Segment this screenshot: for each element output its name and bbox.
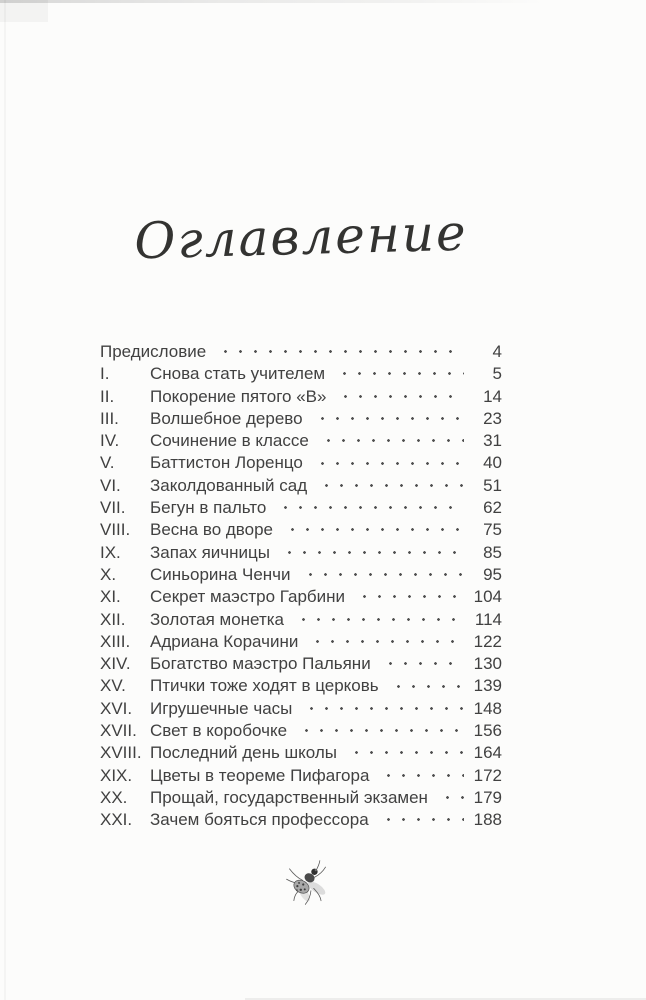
chapter-page-number: 4 bbox=[492, 342, 502, 361]
toc-entry bbox=[100, 519, 502, 541]
chapter-numeral: IX. bbox=[100, 542, 121, 562]
dot-leader bbox=[379, 765, 464, 787]
chapter-page-number: 104 bbox=[473, 587, 502, 607]
chapter-page-number: 156 bbox=[473, 721, 502, 741]
chapter-title: Синьорина Ченчи bbox=[150, 564, 291, 584]
toc-entry bbox=[100, 631, 502, 653]
dot-leader bbox=[294, 609, 464, 631]
toc-entry bbox=[100, 475, 502, 497]
toc-entry bbox=[100, 408, 502, 430]
toc-entry bbox=[100, 586, 502, 608]
chapter-title: Прощай, государственный экзамен bbox=[150, 787, 428, 807]
table-of-contents bbox=[100, 341, 502, 832]
dot-leader bbox=[319, 430, 464, 452]
chapter-title: Золотая монетка bbox=[150, 609, 284, 629]
chapter-title: Предисловие bbox=[100, 342, 207, 361]
chapter-page-number: 40 bbox=[483, 453, 502, 473]
toc-entry bbox=[100, 341, 502, 363]
chapter-page-number: 148 bbox=[473, 698, 502, 718]
chapter-numeral: I. bbox=[100, 364, 110, 384]
page-top-left-corner-shadow bbox=[0, 0, 48, 22]
chapter-numeral: XV. bbox=[100, 676, 126, 696]
chapter-title: Зачем бояться профессора bbox=[150, 810, 369, 830]
chapter-numeral: VII. bbox=[100, 498, 126, 518]
chapter-page-number: 23 bbox=[483, 408, 502, 428]
chapter-numeral: II. bbox=[100, 386, 115, 406]
toc-entry bbox=[100, 742, 502, 764]
chapter-title: Волшебное дерево bbox=[150, 408, 303, 428]
page-top-edge bbox=[0, 0, 545, 3]
toc-entry bbox=[100, 787, 502, 809]
toc-entry bbox=[100, 765, 502, 787]
chapter-title: Запах яичницы bbox=[150, 542, 271, 562]
toc-entry bbox=[100, 542, 502, 564]
chapter-title: Цветы в теореме Пифагора bbox=[150, 765, 370, 785]
dot-leader bbox=[313, 408, 464, 430]
dot-leader bbox=[280, 542, 464, 564]
toc-entry bbox=[100, 809, 502, 831]
chapter-numeral: XII. bbox=[100, 609, 126, 629]
chapter-page-number: 114 bbox=[474, 609, 502, 629]
chapter-numeral: VI. bbox=[100, 475, 121, 495]
chapter-page-number: 172 bbox=[473, 765, 502, 785]
chapter-title: Игрушечные часы bbox=[150, 698, 293, 718]
chapter-title: Бегун в пальто bbox=[150, 498, 267, 518]
fly-illustration bbox=[283, 856, 333, 908]
chapter-numeral: XIV. bbox=[100, 654, 131, 674]
dot-leader bbox=[381, 653, 464, 675]
chapter-page-number: 179 bbox=[473, 787, 502, 807]
chapter-numeral: XVIII. bbox=[100, 743, 142, 763]
dot-leader bbox=[347, 742, 464, 764]
dot-leader bbox=[389, 675, 464, 697]
chapter-page-number: 5 bbox=[492, 364, 502, 384]
chapter-page-number: 130 bbox=[473, 654, 502, 674]
dot-leader bbox=[313, 452, 464, 474]
chapter-page-number: 62 bbox=[483, 498, 502, 518]
chapter-page-number: 51 bbox=[483, 475, 502, 495]
chapter-numeral: V. bbox=[100, 453, 115, 473]
dot-leader bbox=[283, 519, 464, 541]
dot-leader bbox=[302, 698, 464, 720]
chapter-numeral: XI. bbox=[100, 587, 121, 607]
chapter-title: Адриана Корачини bbox=[150, 631, 299, 651]
dot-leader bbox=[336, 386, 464, 408]
chapter-title: Покорение пятого «В» bbox=[150, 386, 327, 406]
toc-entry bbox=[100, 609, 502, 631]
dot-leader bbox=[308, 631, 464, 653]
chapter-numeral: IV. bbox=[100, 431, 120, 451]
chapter-title: Снова стать учителем bbox=[150, 364, 326, 384]
chapter-title: Последний день школы bbox=[150, 743, 338, 763]
page-left-edge bbox=[4, 0, 6, 1000]
chapter-numeral: XIX. bbox=[100, 765, 133, 785]
toc-entry bbox=[100, 653, 502, 675]
chapter-title: Свет в коробочке bbox=[150, 721, 288, 741]
dot-leader bbox=[301, 564, 464, 586]
chapter-title: Сочинение в классе bbox=[150, 431, 309, 451]
toc-entry bbox=[100, 430, 502, 452]
chapter-numeral: XVII. bbox=[100, 721, 137, 741]
toc-entry bbox=[100, 452, 502, 474]
dot-leader bbox=[297, 720, 464, 742]
chapter-numeral: XXI. bbox=[100, 810, 133, 830]
chapter-page-number: 139 bbox=[473, 676, 502, 696]
chapter-page-number: 188 bbox=[473, 810, 502, 830]
chapter-title: Баттистон Лоренцо bbox=[150, 453, 303, 473]
chapter-page-number: 14 bbox=[483, 386, 502, 406]
chapter-title: Богатство маэстро Пальяни bbox=[150, 654, 371, 674]
chapter-numeral: X. bbox=[100, 564, 117, 584]
toc-entry bbox=[100, 497, 502, 519]
dot-leader bbox=[438, 787, 464, 809]
chapter-title: Птички тоже ходят в церковь bbox=[150, 676, 379, 696]
chapter-page-number: 122 bbox=[473, 631, 502, 651]
dot-leader bbox=[355, 586, 464, 608]
chapter-numeral: XX. bbox=[100, 787, 128, 807]
toc-entry bbox=[100, 720, 502, 742]
toc-entry bbox=[100, 386, 502, 408]
toc-entry bbox=[100, 675, 502, 697]
chapter-page-number: 95 bbox=[483, 564, 502, 584]
chapter-page-number: 75 bbox=[483, 520, 502, 540]
dot-leader bbox=[276, 497, 464, 519]
chapter-numeral: XVI. bbox=[100, 698, 133, 718]
page-title: Оглавление bbox=[133, 203, 469, 271]
chapter-numeral: XIII. bbox=[100, 631, 131, 651]
fly-icon bbox=[283, 856, 333, 908]
toc-entry bbox=[100, 363, 502, 385]
chapter-numeral: III. bbox=[100, 408, 119, 428]
toc-entry bbox=[100, 698, 502, 720]
dot-leader bbox=[379, 809, 464, 831]
chapter-page-number: 31 bbox=[483, 431, 502, 451]
chapter-numeral: VIII. bbox=[100, 520, 131, 540]
chapter-title: Секрет маэстро Гарбини bbox=[150, 587, 346, 607]
chapter-page-number: 164 bbox=[473, 743, 502, 763]
chapter-page-number: 85 bbox=[483, 542, 502, 562]
chapter-title: Весна во дворе bbox=[150, 520, 274, 540]
dot-leader bbox=[317, 475, 464, 497]
dot-leader bbox=[335, 363, 464, 385]
dot-leader bbox=[216, 341, 464, 363]
chapter-title: Заколдованный сад bbox=[150, 475, 308, 495]
toc-entry bbox=[100, 564, 502, 586]
